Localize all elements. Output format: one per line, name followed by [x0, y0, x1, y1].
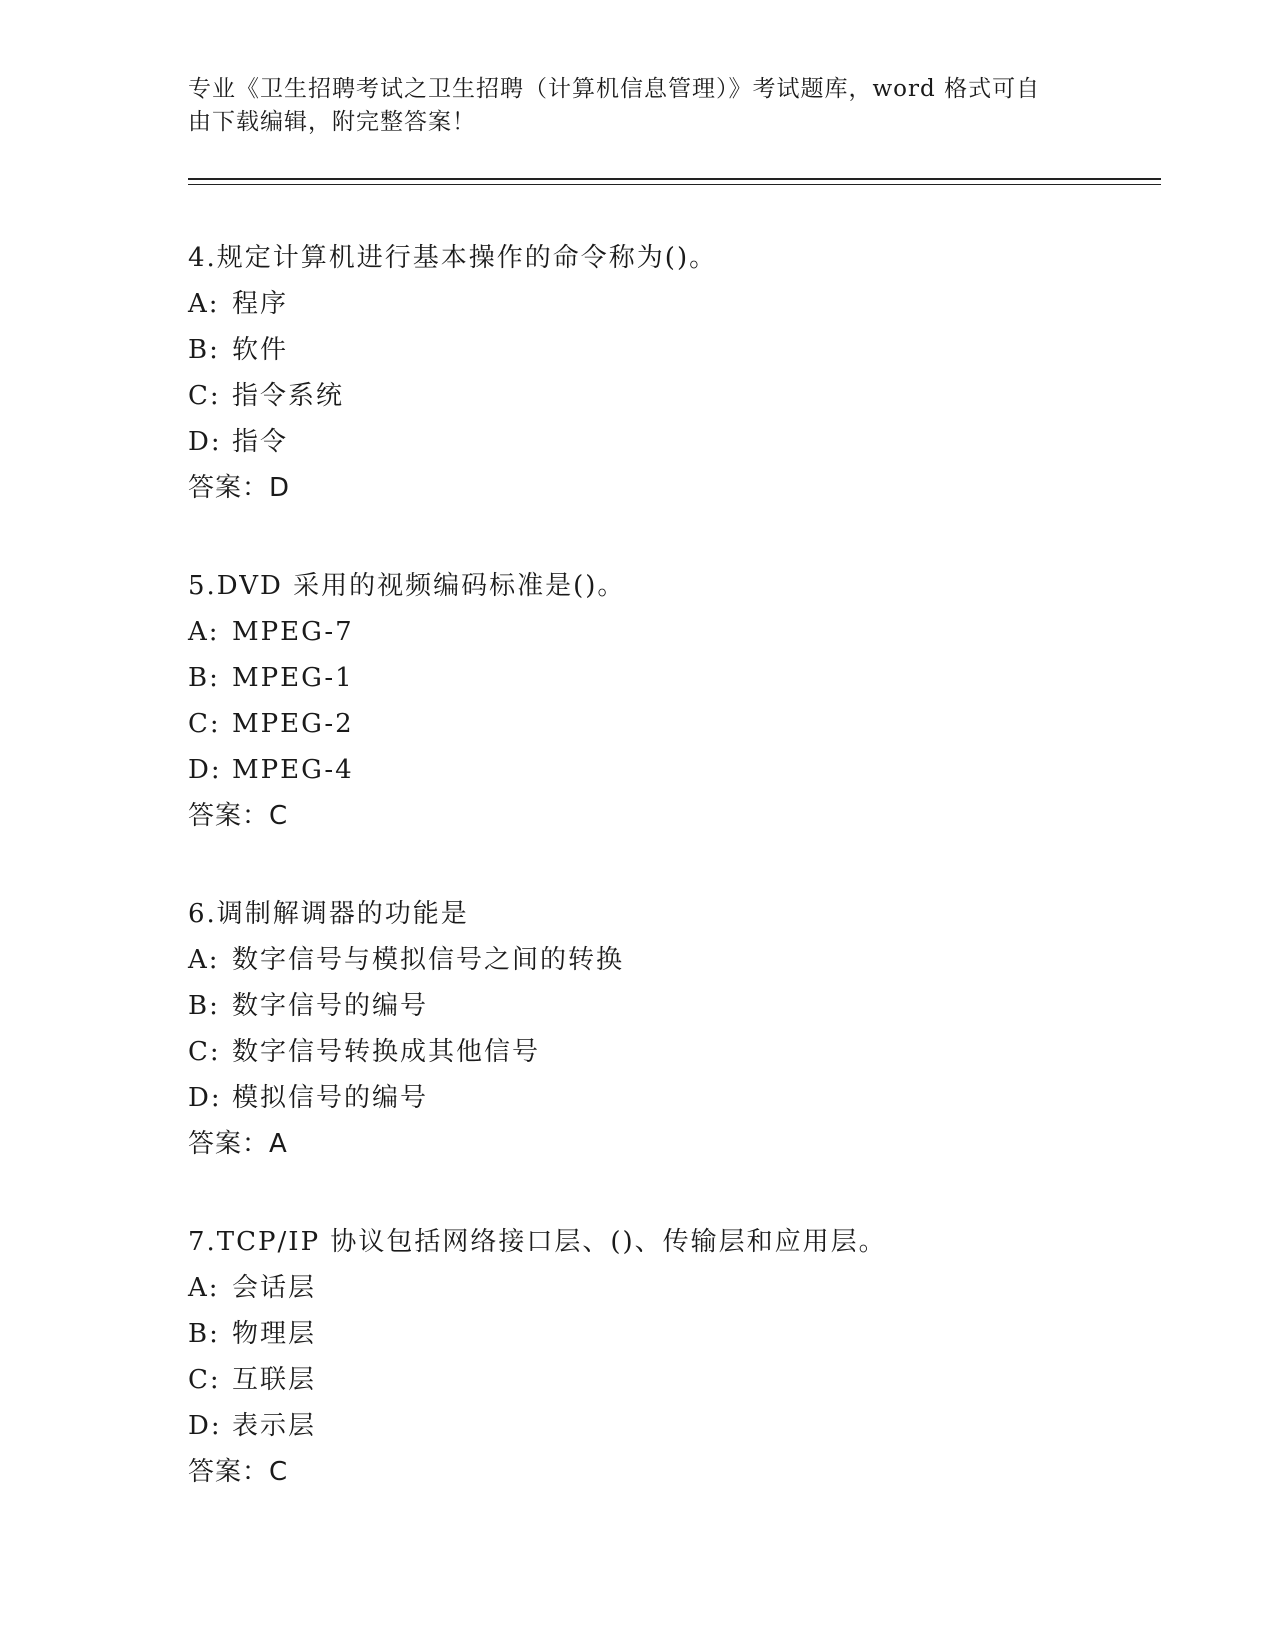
option-text: 数字信号的编号: [232, 991, 429, 1021]
option-letter: B:: [188, 335, 220, 365]
option-d: [188, 1075, 1148, 1121]
option-text: MPEG-4: [232, 755, 354, 785]
option-text: 会话层: [232, 1273, 317, 1303]
question-item: [188, 235, 1148, 511]
option-c: [188, 373, 1148, 419]
option-text: MPEG-2: [232, 709, 354, 739]
option-text: 模拟信号的编号: [232, 1083, 429, 1113]
option-letter: D:: [188, 1411, 222, 1441]
header-divider: [188, 178, 1161, 185]
option-letter: C:: [188, 1365, 221, 1395]
option-letter: C:: [188, 381, 221, 411]
option-letter: A:: [188, 289, 220, 319]
question-stem: 7.TCP/IP 协议包括网络接口层、()、传输层和应用层。: [188, 1227, 887, 1257]
option-d: [188, 1403, 1148, 1449]
answer-line: 答案：D: [188, 473, 291, 503]
option-letter: C:: [188, 1037, 221, 1067]
question-stem: 6.调制解调器的功能是: [188, 899, 469, 929]
option-d: [188, 747, 1148, 793]
option-c: [188, 1029, 1148, 1075]
question-stem: 5.DVD 采用的视频编码标准是()。: [188, 571, 626, 601]
option-b: [188, 655, 1148, 701]
option-text: 数字信号与模拟信号之间的转换: [232, 945, 625, 975]
option-letter: D:: [188, 1083, 222, 1113]
option-letter: A:: [188, 945, 220, 975]
document-header: [188, 73, 1088, 139]
option-a: [188, 937, 1148, 983]
option-a: [188, 609, 1148, 655]
option-text: 指令: [232, 427, 289, 457]
answer-line: 答案：C: [188, 1457, 289, 1487]
option-a: [188, 1265, 1148, 1311]
option-d: [188, 419, 1148, 465]
option-c: [188, 1357, 1148, 1403]
option-text: MPEG-1: [232, 663, 354, 693]
question-item: [188, 1219, 1148, 1495]
option-text: MPEG-7: [232, 617, 354, 647]
option-text: 互联层: [232, 1365, 317, 1395]
header-line-2: 由下载编辑，附完整答案！: [188, 109, 476, 135]
option-b: [188, 1311, 1148, 1357]
option-a: [188, 281, 1148, 327]
option-text: 物理层: [232, 1319, 317, 1349]
option-letter: D:: [188, 427, 222, 457]
header-line-1: 专业《卫生招聘考试之卫生招聘（计算机信息管理）》考试题库，word 格式可自: [188, 76, 1041, 102]
option-letter: C:: [188, 709, 221, 739]
option-text: 表示层: [232, 1411, 317, 1441]
option-text: 数字信号转换成其他信号: [232, 1037, 541, 1067]
question-item: [188, 563, 1148, 839]
answer-line: 答案：A: [188, 1129, 288, 1159]
option-text: 程序: [232, 289, 289, 319]
option-letter: A:: [188, 1273, 220, 1303]
option-letter: B:: [188, 991, 220, 1021]
option-c: [188, 701, 1148, 747]
question-list: [188, 235, 1148, 1495]
option-letter: B:: [188, 663, 220, 693]
answer-line: 答案：C: [188, 801, 289, 831]
option-letter: B:: [188, 1319, 220, 1349]
option-text: 指令系统: [232, 381, 345, 411]
question-item: [188, 891, 1148, 1167]
question-stem: 4.规定计算机进行基本操作的命令称为()。: [188, 243, 718, 273]
option-letter: A:: [188, 617, 220, 647]
option-b: [188, 983, 1148, 1029]
option-letter: D:: [188, 755, 222, 785]
option-b: [188, 327, 1148, 373]
option-text: 软件: [232, 335, 289, 365]
